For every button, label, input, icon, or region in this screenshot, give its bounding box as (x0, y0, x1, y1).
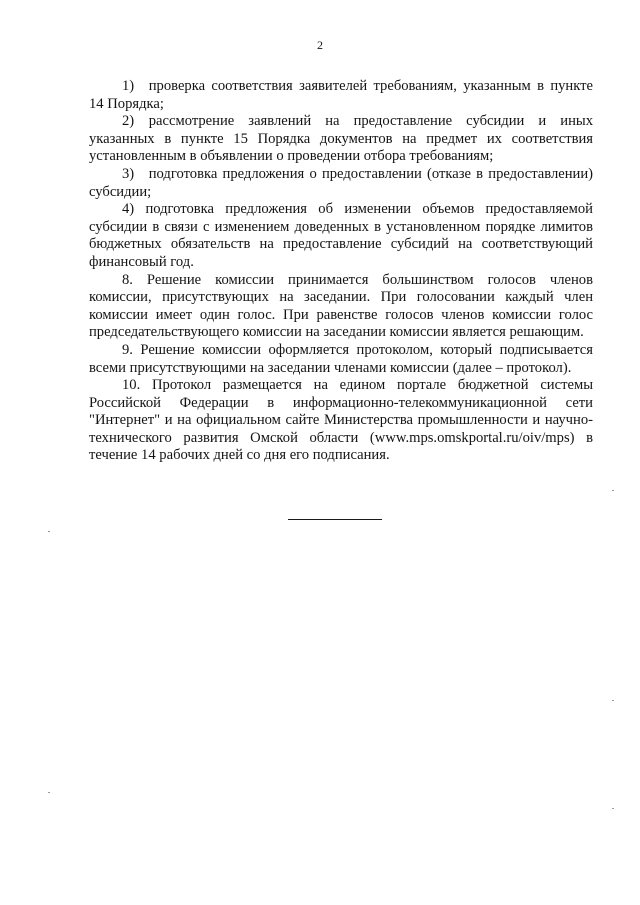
scan-speck (612, 700, 614, 701)
list-item-2: 2) рассмотрение заявлений на предоставление субсидии и иных указанных в пункте 15 Порядка документов на предмет их соответствия установленным в объявлении о проведении отбора требованиям; (89, 113, 593, 165)
clause-9: 9. Решение комиссии оформляется протоколом, который подписывается всеми присутствующими на заседании членами комиссии (далее – протокол). (89, 341, 593, 376)
document-body (89, 78, 593, 465)
list-item-1: 1) проверка соответствия заявителей требованиям, указанным в пункте 14 Порядка; (89, 78, 593, 112)
clause-10: 10. Протокол размещается на едином портале бюджетной системы Российской Федерации в информационно-телекоммуникационной сети "Интернет" и на официальном сайте Министерства промышленности и научно-технического развития Омской области (www.mps.omskportal.ru/oiv/mps) в течение 14 рабочих дней со дня его подписания. (89, 377, 593, 464)
scan-speck (612, 490, 614, 491)
end-separator-line (288, 519, 382, 520)
list-item-3: 3) подготовка предложения о предоставлении (отказе в предоставлении) субсидии; (89, 165, 593, 200)
page-number: 2 (317, 38, 323, 52)
scan-speck (48, 792, 50, 793)
scan-speck (612, 808, 614, 809)
scan-speck (48, 531, 50, 532)
list-item-4: 4) подготовка предложения об изменении объемов предоставляемой субсидии в связи с изменением доведенных в установленном порядке лимитов бюджетных обязательств на предоставление субсидий на соответствующий финансовый год. (89, 201, 593, 270)
clause-8: 8. Решение комиссии принимается большинством голосов членов комиссии, присутствующих на заседании. При голосовании каждый член комиссии имеет один голос. При равенстве голосов членов комиссии голос председательствующего комиссии на заседании комиссии является решающим. (89, 271, 593, 341)
